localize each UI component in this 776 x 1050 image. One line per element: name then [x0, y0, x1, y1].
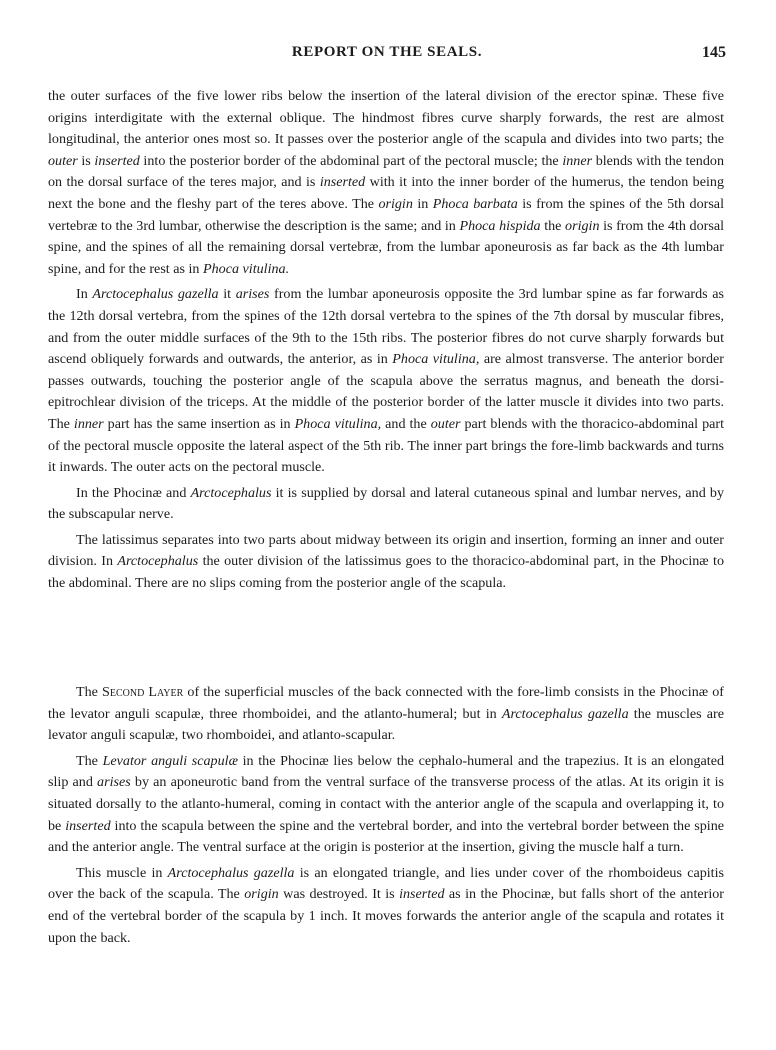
paragraph: This muscle in Arctocephalus gazella is an elongated triangle, and lies under cover of the rhomboideus capitis over the back of the scapula. The origin was destroyed. It is inserted as in the Phocinæ, but falls short of the anterior end of the vertebral border of the scapula by 1 inch. It moves forwards the anterior angle of the scapula and rotates it upon the back. — [48, 864, 724, 946]
text-block-latissimus — [48, 86, 724, 599]
text-block-second-layer — [48, 682, 724, 953]
paragraph: In the Phocinæ and Arctocephalus it is supplied by dorsal and lateral cutaneous spinal and lumbar nerves, and by the subscapular nerve. — [48, 484, 725, 523]
running-header — [48, 44, 726, 66]
section-heading: Second Layer — [102, 684, 184, 700]
paragraph: The Second Layer of the superficial muscles of the back connected with the fore-limb consists in the Phocinæ of the levator anguli scapulæ, three rhomboidei, and the atlanto-humeral; but in Arctocephalus gazella the muscles are levator anguli scapulæ, two rhomboidei, and atlanto-scapular. — [48, 684, 725, 744]
paragraph: The Levator anguli scapulæ in the Phocinæ lies below the cephalo-humeral and the trapezius. It is an elongated slip and arises by an aponeurotic band from the ventral surface of the transverse process of the atlas. At its origin it is situated dorsally to the atlanto-humeral, coming in contact with the anterior angle of the scapula and overlapping it, to be inserted into the scapula between the spine and the vertebral border, and into the vertebral border between the spine and the anterior angle. The ventral surface at the origin is posterior at the insertion, giving the muscle half a turn. — [48, 752, 724, 856]
paragraph: The latissimus separates into two parts about midway between its origin and insertion, forming an inner and outer division. In Arctocephalus the outer division of the latissimus goes to the thoracico-abdominal part, in the Phocinæ to the abdominal. There are no slips coming from the posterior angle of the scapula. — [48, 531, 724, 592]
page-number: 145 — [702, 44, 726, 61]
paragraph: the outer surfaces of the five lower ribs below the insertion of the lateral division of the erector spinæ. These five origins interdigitate with the external oblique. The hindmost fibres curve sharply forwards, the rest are almost longitudinal, the anterior ones most so. It passes over the posterior angle of the scapula and divides into two parts; the outer is inserted into the posterior border of the abdominal part of the pectoral muscle; the inner blends with the tendon on the dorsal surface of the teres major, and is inserted with it into the inner border of the humerus, the tendon being next the bone and the fleshy part of the teres above. The origin in Phoca barbata is from the spines of the 5th dorsal vertebræ to the 3rd lumbar, otherwise the description is the same; and in Phoca hispida the origin is from the 4th dorsal spine, and the spines of all the remaining dorsal vertebræ, from the lumbar aponeurosis as far back as the 4th lumbar spine, and for the rest as in Phoca vitulina. — [48, 88, 724, 277]
page-title: REPORT ON THE SEALS. — [291, 44, 483, 60]
paragraph: In Arctocephalus gazella it arises from the lumbar aponeurosis opposite the 3rd lumbar spine as far forwards as the 12th dorsal vertebra, from the spines of the 12th dorsal vertebra to the spines of the 7th dorsal by muscular fibres, and from the outer middle surfaces of the 9th to the 15th ribs. The posterior fibres do not curve sharply forwards but ascend obliquely forwards and outwards, the anterior, as in Phoca vitulina, are almost transverse. The anterior border passes outwards, touching the posterior angle of the scapula above the serratus magnus, and beneath the dorsi-epitrochlear division of the triceps. At the middle of the posterior border of the latter muscle it divides into two parts. The inner part has the same insertion as in Phoca vitulina, and the outer part blends with the thoracico-abdominal part of the pectoral muscle opposite the lateral aspect of the 5th rib. The inner part brings the fore-limb backwards and turns it inwards. The outer acts on the pectoral muscle. — [48, 286, 725, 476]
